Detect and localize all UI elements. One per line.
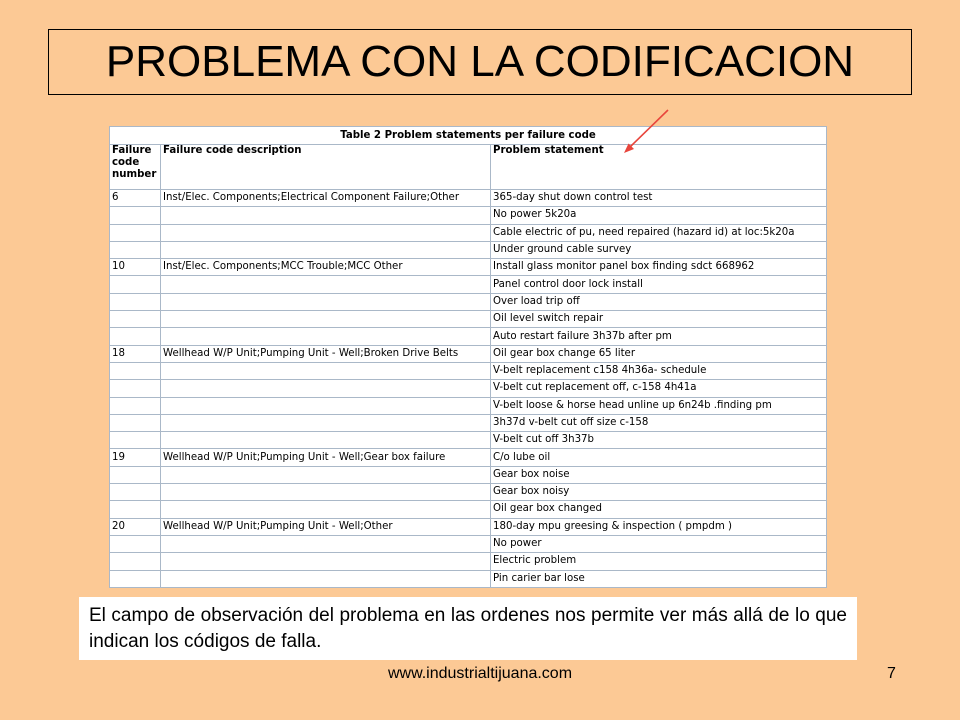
cell-description [161, 535, 491, 552]
table-row [110, 362, 827, 379]
cell-code-number [110, 484, 161, 501]
cell-problem-statement: Gear box noisy [491, 484, 827, 501]
cell-description [161, 432, 491, 449]
cell-problem-statement: Electric problem [491, 553, 827, 570]
cell-problem-statement: Gear box noise [491, 466, 827, 483]
cell-description [161, 224, 491, 241]
table-row [110, 449, 827, 466]
failure-code-table-container [109, 126, 826, 588]
cell-description: Wellhead W/P Unit;Pumping Unit - Well;Gear box failure [161, 449, 491, 466]
cell-problem-statement: V-belt replacement c158 4h36a- schedule [491, 362, 827, 379]
table-row [110, 432, 827, 449]
cell-code-number [110, 328, 161, 345]
footer-url: www.industrialtijuana.com [387, 665, 573, 682]
cell-problem-statement: Cable electric of pu, need repaired (hazard id) at loc:5k20a [491, 224, 827, 241]
table-row [110, 518, 827, 535]
cell-description: Inst/Elec. Components;MCC Trouble;MCC Other [161, 259, 491, 276]
cell-description: Wellhead W/P Unit;Pumping Unit - Well;Broken Drive Belts [161, 345, 491, 362]
table-row [110, 241, 827, 258]
table-row [110, 328, 827, 345]
col-header-description: Failure code description [161, 145, 491, 190]
table-caption: Table 2 Problem statements per failure code [110, 127, 827, 145]
cell-description [161, 553, 491, 570]
col-header-code-number: Failure code number [110, 145, 161, 190]
table-row [110, 311, 827, 328]
cell-code-number [110, 293, 161, 310]
cell-code-number [110, 501, 161, 518]
table-row [110, 293, 827, 310]
cell-problem-statement: Panel control door lock install [491, 276, 827, 293]
table-body [110, 190, 827, 588]
cell-description [161, 293, 491, 310]
cell-description [161, 380, 491, 397]
page-number: 7 [887, 665, 896, 682]
table-row [110, 380, 827, 397]
cell-description [161, 276, 491, 293]
cell-code-number [110, 397, 161, 414]
cell-problem-statement: No power [491, 535, 827, 552]
table-row [110, 414, 827, 431]
failure-code-table [109, 126, 827, 588]
cell-code-number: 19 [110, 449, 161, 466]
cell-code-number [110, 466, 161, 483]
cell-code-number [110, 535, 161, 552]
col-header-problem-statement: Problem statement [491, 145, 827, 190]
cell-problem-statement: V-belt loose & horse head unline up 6n24b .finding pm [491, 397, 827, 414]
cell-description [161, 501, 491, 518]
cell-code-number [110, 207, 161, 224]
cell-code-number [110, 570, 161, 587]
cell-code-number [110, 553, 161, 570]
cell-problem-statement: Oil level switch repair [491, 311, 827, 328]
cell-description [161, 414, 491, 431]
cell-code-number: 6 [110, 190, 161, 207]
cell-description [161, 570, 491, 587]
cell-problem-statement: C/o lube oil [491, 449, 827, 466]
table-row [110, 501, 827, 518]
cell-problem-statement: 180-day mpu greesing & inspection ( pmpdm ) [491, 518, 827, 535]
cell-description: Wellhead W/P Unit;Pumping Unit - Well;Other [161, 518, 491, 535]
cell-description [161, 328, 491, 345]
cell-problem-statement: V-belt cut replacement off, c-158 4h41a [491, 380, 827, 397]
table-row [110, 259, 827, 276]
cell-code-number [110, 362, 161, 379]
cell-code-number [110, 241, 161, 258]
cell-description [161, 397, 491, 414]
cell-problem-statement: 365-day shut down control test [491, 190, 827, 207]
cell-problem-statement: Pin carier bar lose [491, 570, 827, 587]
cell-code-number: 20 [110, 518, 161, 535]
observation-note: El campo de observación del problema en las ordenes nos permite ver más allá de lo que indican los códigos de falla. [79, 597, 857, 660]
cell-code-number [110, 276, 161, 293]
cell-problem-statement: Install glass monitor panel box finding sdct 668962 [491, 259, 827, 276]
table-row [110, 224, 827, 241]
cell-description [161, 466, 491, 483]
cell-code-number: 18 [110, 345, 161, 362]
table-row [110, 397, 827, 414]
cell-description [161, 241, 491, 258]
cell-code-number [110, 414, 161, 431]
table-header-row [110, 145, 827, 190]
cell-code-number [110, 432, 161, 449]
table-row [110, 207, 827, 224]
cell-description [161, 484, 491, 501]
cell-problem-statement: No power 5k20a [491, 207, 827, 224]
cell-problem-statement: V-belt cut off 3h37b [491, 432, 827, 449]
table-row [110, 570, 827, 587]
slide-title: PROBLEMA CON LA CODIFICACION [48, 29, 912, 95]
cell-problem-statement: Oil gear box change 65 liter [491, 345, 827, 362]
cell-problem-statement: Oil gear box changed [491, 501, 827, 518]
cell-description [161, 207, 491, 224]
cell-code-number: 10 [110, 259, 161, 276]
cell-code-number [110, 224, 161, 241]
cell-description [161, 311, 491, 328]
table-row [110, 535, 827, 552]
cell-problem-statement: 3h37d v-belt cut off size c-158 [491, 414, 827, 431]
cell-code-number [110, 380, 161, 397]
table-row [110, 276, 827, 293]
table-row [110, 484, 827, 501]
table-row [110, 466, 827, 483]
table-row [110, 190, 827, 207]
table-row [110, 553, 827, 570]
cell-problem-statement: Under ground cable survey [491, 241, 827, 258]
cell-description: Inst/Elec. Components;Electrical Component Failure;Other [161, 190, 491, 207]
cell-description [161, 362, 491, 379]
table-row [110, 345, 827, 362]
cell-problem-statement: Auto restart failure 3h37b after pm [491, 328, 827, 345]
cell-code-number [110, 311, 161, 328]
cell-problem-statement: Over load trip off [491, 293, 827, 310]
